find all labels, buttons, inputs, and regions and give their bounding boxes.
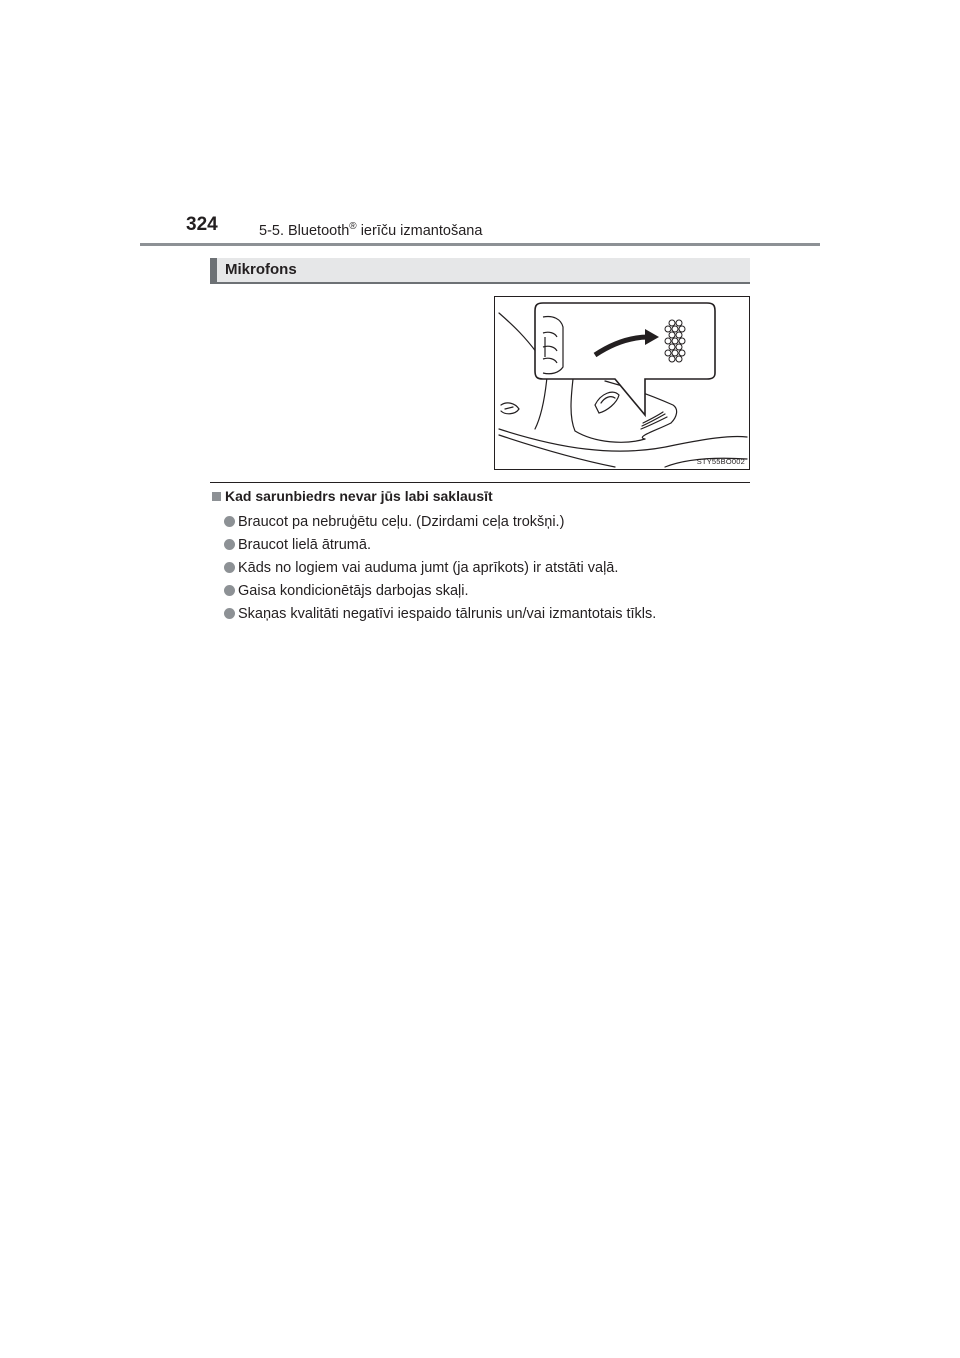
list-item-text: Braucot pa nebruģētu ceļu. (Dzirdami ceļa trokšņi.): [238, 514, 565, 530]
list-item: [224, 557, 656, 580]
list-item: [224, 534, 656, 557]
microphone-illustration: [494, 296, 750, 470]
bullet-dot-icon: [224, 608, 235, 619]
header-rule: [140, 243, 820, 246]
list-item: [224, 511, 656, 534]
list-item: [224, 603, 656, 626]
note-list: [224, 511, 656, 626]
registered-mark: ®: [349, 221, 357, 232]
note-heading: [212, 488, 493, 504]
list-item: [224, 580, 656, 603]
section-header-suffix: ierīču izmantošana: [356, 222, 483, 239]
list-item-text: Skaņas kvalitāti negatīvi iespaido tālrunis un/vai izmantotais tīkls.: [238, 606, 657, 622]
list-item-text: Gaisa kondicionētājs darbojas skaļi.: [238, 583, 469, 599]
bullet-dot-icon: [224, 539, 235, 550]
section-header-prefix: 5-5. Bluetooth: [259, 222, 350, 239]
note-divider: [210, 482, 750, 483]
overhead-console-drawing: [495, 297, 750, 470]
page-number: 324: [186, 214, 218, 235]
list-item-text: Kāds no logiem vai auduma jumt (ja aprīkots) ir atstāti vaļā.: [238, 560, 619, 576]
bullet-dot-icon: [224, 585, 235, 596]
list-item-text: Braucot lielā ātrumā.: [238, 537, 371, 553]
section-bar-accent: [210, 258, 217, 282]
section-header: [259, 221, 482, 239]
section-title: Mikrofons: [225, 261, 297, 278]
square-bullet-icon: [212, 492, 221, 501]
figure-code: STY55BO002: [696, 457, 745, 466]
section-title-bar: [210, 258, 750, 284]
bullet-dot-icon: [224, 516, 235, 527]
note-heading-text: Kad sarunbiedrs nevar jūs labi saklausīt: [225, 488, 493, 504]
bullet-dot-icon: [224, 562, 235, 573]
